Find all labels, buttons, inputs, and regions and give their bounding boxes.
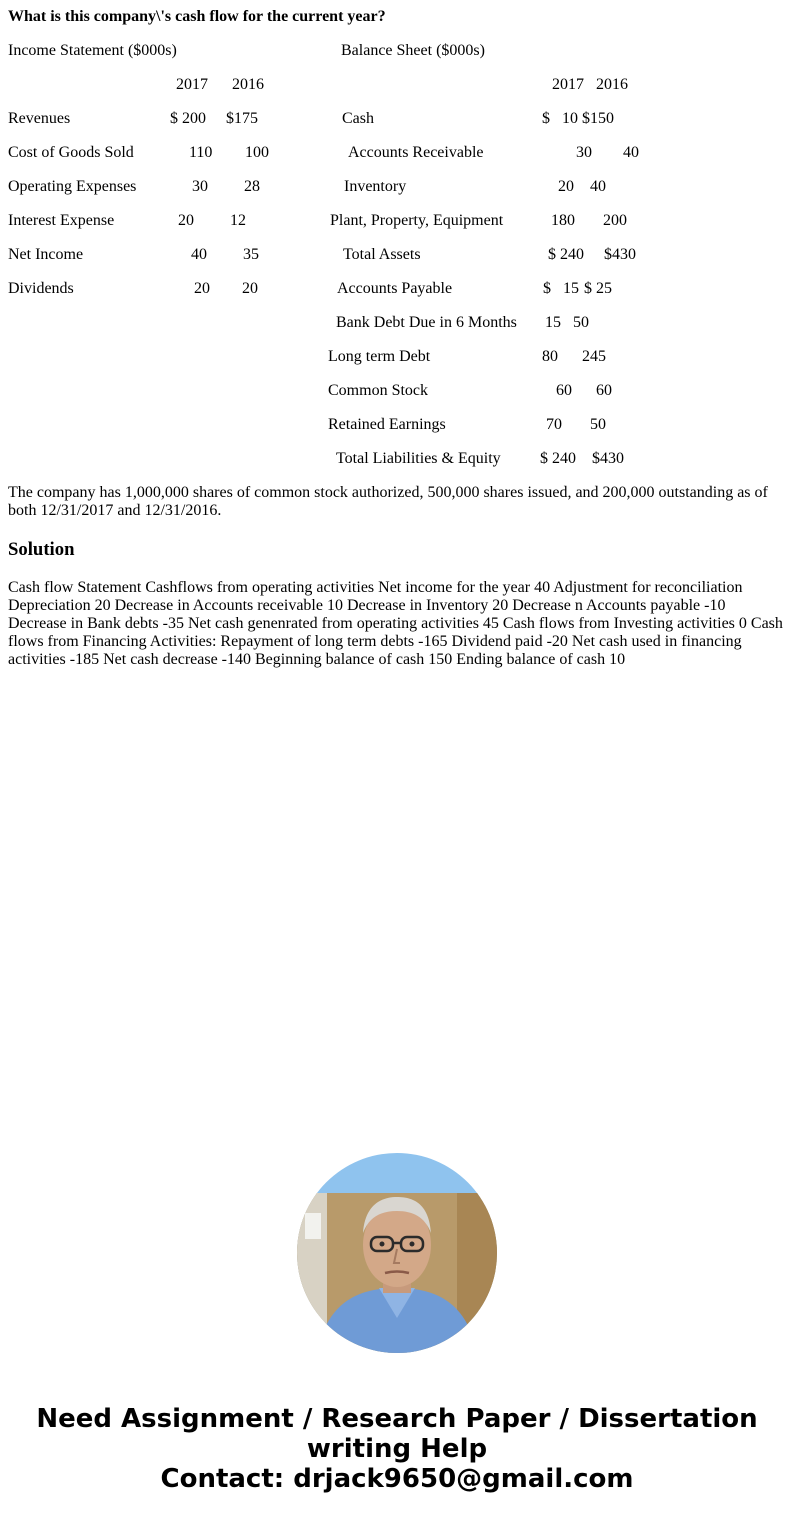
balance-row-2017: 20 [558,178,574,195]
balance-row-2017: 15 [545,314,561,331]
balance-row-2017: 60 [556,382,572,399]
balance-row-label: Long term Debt [328,348,431,365]
income-row-2017: 110 [189,144,213,161]
contact-banner [0,1404,794,1494]
balance-row-2016: $150 [582,110,614,127]
income-row-label: Operating Expenses [8,178,137,195]
income-row-label: Cost of Goods Sold [8,144,134,161]
balance-row-label: Total Assets [343,246,421,263]
balance-row-2017: 180 [551,212,575,229]
solution-heading: Solution [8,539,75,560]
income-statement-title: Income Statement ($000s) [8,42,177,59]
balance-row-2016: 245 [582,348,606,365]
balance-row-label: Common Stock [328,382,429,399]
question-title: What is this company\'s cash flow for the current year? [8,8,386,25]
balance-row-2016: 60 [596,382,612,399]
balance-row-label: Accounts Payable [337,280,453,297]
income-row-label: Revenues [8,110,71,127]
income-row-2016: 20 [242,280,258,297]
balance-row-label: Retained Earnings [328,416,446,433]
income-row-2016: 35 [243,246,259,263]
income-row-2017: 30 [192,178,208,195]
balance-row-label: Accounts Receivable [348,144,484,161]
balance-row-2017: 30 [576,144,592,161]
balance-row-2017: $ 240 [548,246,584,263]
help-tagline: Need Assignment / Research Paper / Dissertation writing Help [36,1404,758,1464]
solution-body: Cash flow Statement Cashflows from operating activities Net income for the year 40 Adjustment for reconciliation Depreciation 20 Decrease in Accounts receivable 10 Decrease in Inventory 20 Decrease n Accounts payable -10 Decrease in Bank debts -35 Net cash genenrated from operating activities 45 Cash flows from Investing activities 0 Cash flows from Financing Activities: Repayment of long term debts -165 Dividend paid -20 Net cash used in financing activities -185 Net cash decrease -140 Beginning balance of cash 150 Ending balance of cash 10 [8,579,783,668]
balance-row-2017: $ 10 [542,110,578,127]
balance-year-2017: 2017 [552,76,584,93]
balance-row-label: Inventory [344,178,407,195]
balance-row-2017: $ 240 [540,450,576,467]
balance-row-2017: 70 [546,416,562,433]
income-row-2016: $175 [226,110,258,127]
contact-email: Contact: drjack9650@gmail.com [160,1464,634,1494]
balance-row-2016: 50 [590,416,606,433]
income-row-2016: 28 [244,178,260,195]
balance-row-2016: 40 [623,144,639,161]
income-row-2017: 20 [194,280,210,297]
income-year-2017: 2017 [176,76,208,93]
balance-sheet-title: Balance Sheet ($000s) [341,42,485,59]
balance-row-label: Bank Debt Due in 6 Months [336,314,517,331]
balance-year-2016: 2016 [596,76,628,93]
balance-row-label: Cash [342,110,374,127]
balance-row-2017: $ 15 [543,280,579,297]
balance-row-2016: $ 25 [584,280,612,297]
income-row-2017: 40 [191,246,207,263]
income-row-label: Interest Expense [8,212,115,229]
income-row-label: Dividends [8,280,74,297]
income-row-2016: 100 [245,144,269,161]
author-photo-illustration [297,1153,497,1353]
income-row-2016: 12 [230,212,246,229]
income-row-2017: 20 [178,212,194,229]
balance-row-2017: 80 [542,348,558,365]
income-row-2017: $ 200 [170,110,206,127]
balance-row-2016: 200 [603,212,627,229]
income-row-label: Net Income [8,246,84,263]
balance-row-2016: $430 [604,246,636,263]
income-year-2016: 2016 [232,76,264,93]
balance-row-2016: 40 [590,178,606,195]
balance-row-label: Plant, Property, Equipment [330,212,504,229]
balance-row-label: Total Liabilities & Equity [336,450,501,467]
balance-row-2016: $430 [592,450,624,467]
balance-row-2016: 50 [573,314,589,331]
shares-note: The company has 1,000,000 shares of common stock authorized, 500,000 shares issued, and 200,000 outstanding as of both 12/31/2017 and 12/31/2016. [8,484,768,519]
author-avatar [297,1153,497,1353]
